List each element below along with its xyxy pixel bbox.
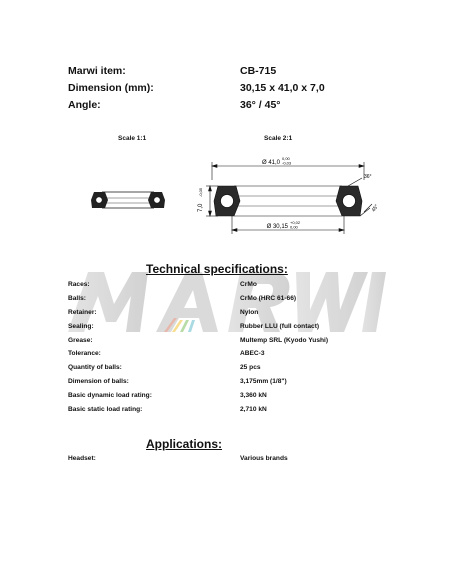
spec-label: Races: xyxy=(68,281,90,288)
spec-label: Basic static load rating: xyxy=(68,406,143,414)
outer-diameter-text: Ø 41,0 xyxy=(261,160,280,166)
spec-row xyxy=(68,309,398,323)
dimension-label: Dimension (mm): xyxy=(68,82,154,94)
spec-value: CrMo (HRC 61-66) xyxy=(240,294,297,302)
spec-row xyxy=(68,337,398,351)
spec-row xyxy=(68,392,398,406)
applications-table xyxy=(68,455,398,469)
scale-2-1-label: Scale 2:1 xyxy=(264,135,293,142)
spec-label: Retainer: xyxy=(68,308,97,316)
applications-title: Applications: xyxy=(146,437,223,451)
bearing-section-right xyxy=(148,192,165,208)
spec-value: Nylon xyxy=(240,308,259,316)
spec-row xyxy=(68,364,398,378)
spec-value: 3,360 kN xyxy=(240,392,267,400)
spec-row xyxy=(68,350,398,364)
spec-row xyxy=(68,323,398,337)
spec-label: Grease: xyxy=(68,336,93,344)
inner-diameter-text: Ø 30,15 xyxy=(266,224,288,230)
spec-value: 2,710 kN xyxy=(240,406,267,414)
spec-value: 25 pcs xyxy=(240,364,261,372)
bearing-drawing-scale-1-1 xyxy=(88,186,168,214)
angle-value: 36° / 45° xyxy=(240,99,281,111)
spec-label: Balls: xyxy=(68,294,86,302)
spec-row xyxy=(68,295,398,309)
spec-row xyxy=(68,455,398,469)
angle-note: 36° xyxy=(364,174,372,180)
scale-1-1-label: Scale 1:1 xyxy=(118,135,147,142)
spec-row xyxy=(68,281,398,295)
height-text: 7,0 xyxy=(198,203,204,212)
spec-value: 3,175mm (1/8") xyxy=(240,378,287,386)
spec-row xyxy=(68,406,398,420)
bearing-section-left xyxy=(91,192,108,208)
spec-label: Quantity of balls: xyxy=(68,364,122,372)
spec-label: Tolerance: xyxy=(68,350,101,358)
dimension-value: 30,15 x 41,0 x 7,0 xyxy=(240,82,325,94)
spec-label: Basic dynamic load rating: xyxy=(68,392,152,400)
spec-value: ABEC-3 xyxy=(240,350,265,358)
spec-value: Various brands xyxy=(240,455,288,462)
technical-specifications-title: Technical specifications: xyxy=(146,262,288,276)
spec-value: Multemp SRL (Kyodo Yushi) xyxy=(240,336,329,344)
item-value: CB-715 xyxy=(240,65,277,77)
spec-row xyxy=(68,378,398,392)
angle-label: Angle: xyxy=(68,99,101,111)
chamfer-note: 45° xyxy=(370,203,380,214)
spec-label: Headset: xyxy=(68,455,96,462)
outer-tol-lower: -0,03 xyxy=(282,160,292,166)
outer-tol-upper: 0,00 xyxy=(282,156,290,161)
bearing-section-left-2x xyxy=(214,186,240,216)
inner-tol-lower: 0,00 xyxy=(290,224,298,230)
spec-label: Sealing: xyxy=(68,322,94,330)
spec-value: Rubber LLU (full contact) xyxy=(240,322,320,330)
bearing-drawing-scale-2-1 xyxy=(188,152,390,240)
spec-value: CrMo xyxy=(240,281,257,288)
bearing-section-right-2x xyxy=(336,186,362,216)
inner-tol-upper: +0,02 xyxy=(290,220,301,225)
item-label: Marwi item: xyxy=(68,65,126,77)
height-tolerance: -0,05 xyxy=(198,187,203,197)
technical-specifications-table xyxy=(68,281,398,420)
spec-label: Dimension of balls: xyxy=(68,378,129,386)
